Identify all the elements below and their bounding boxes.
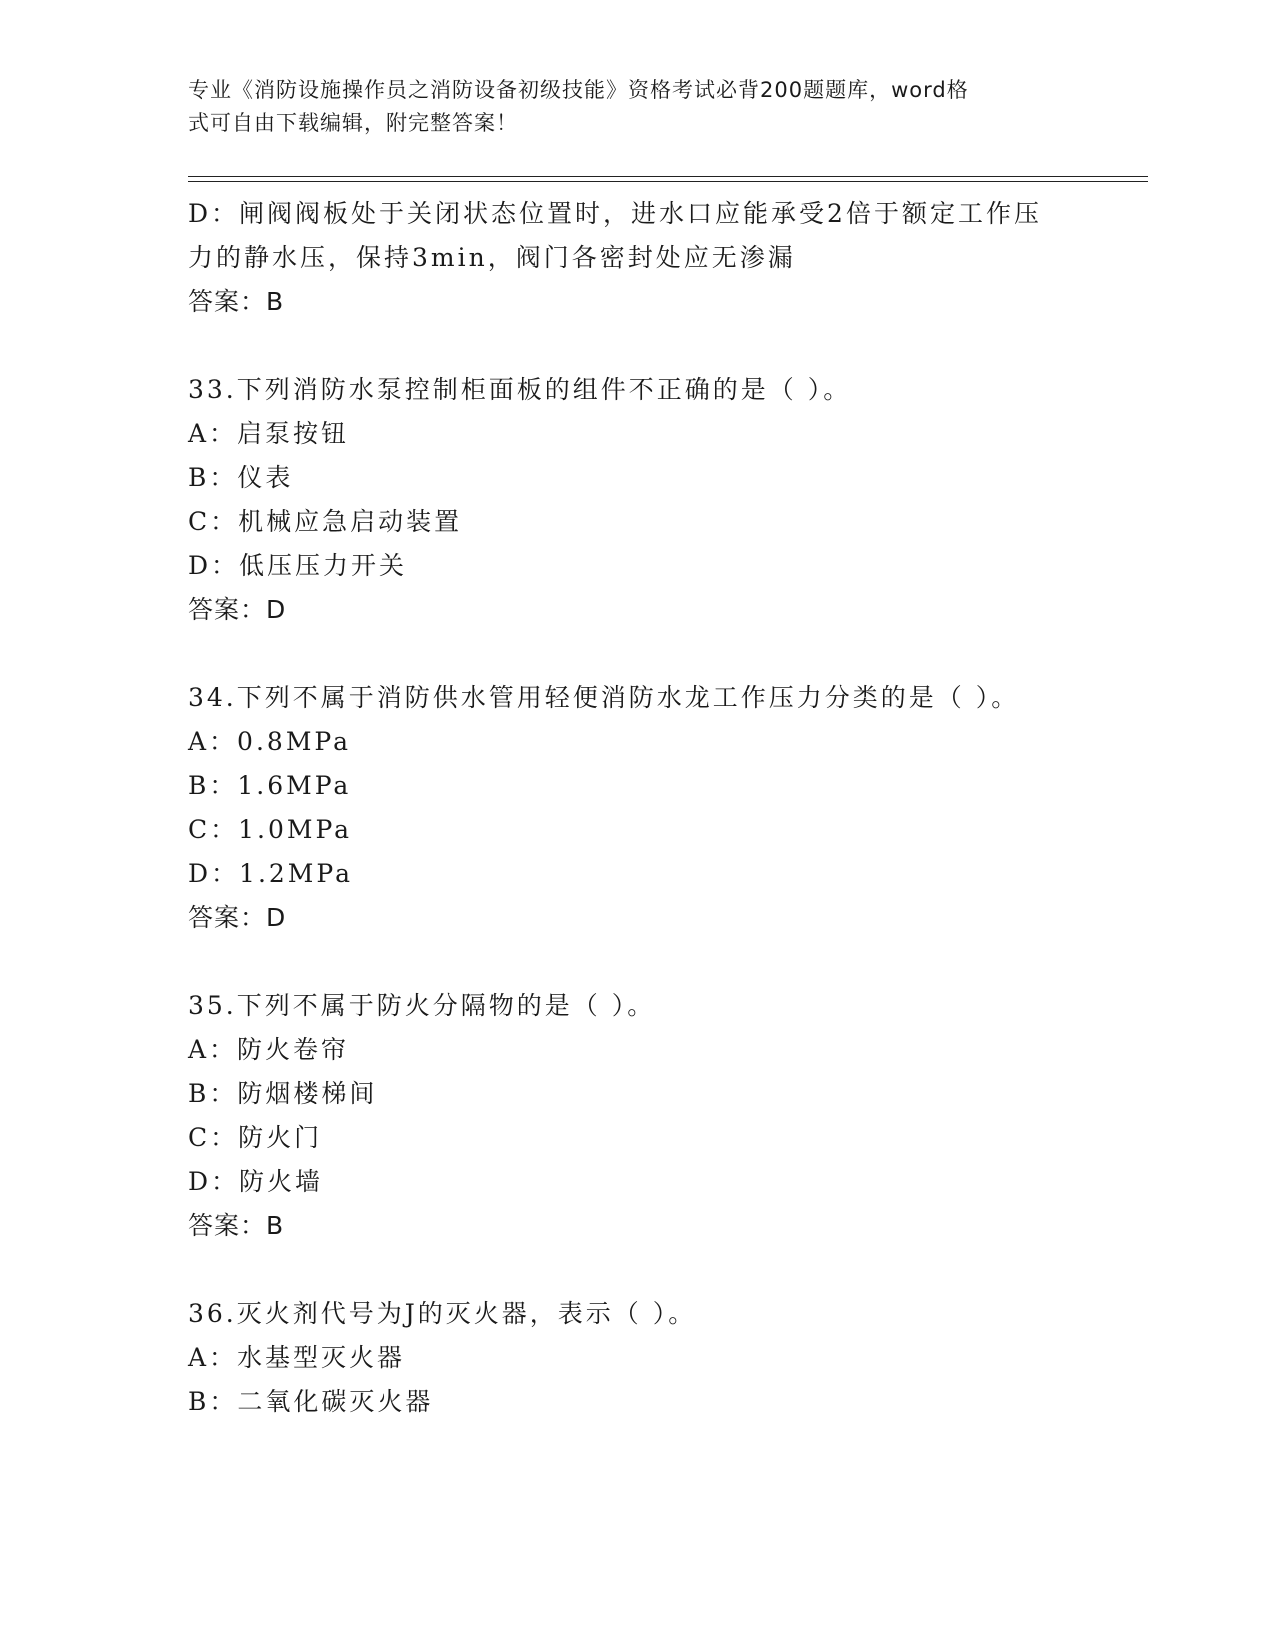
header-divider-top [188,176,1148,177]
option-c: C：1.0MPa [188,815,353,844]
question-35 [188,984,1088,1248]
option-b: B：仪表 [188,463,294,492]
question-stem: 36.灭火剂代号为J的灭火器，表示（ ）。 [188,1299,697,1328]
question-33 [188,368,1088,632]
spacer [188,940,1088,984]
carryover-block [188,192,1088,324]
document-header [188,74,1068,140]
question-stem: 33.下列消防水泵控制柜面板的组件不正确的是（ ）。 [188,375,852,404]
option-c: C：防火门 [188,1123,323,1152]
question-stem: 35.下列不属于防火分隔物的是（ ）。 [188,991,656,1020]
option-a: A：防火卷帘 [188,1035,350,1064]
option-b: B：二氧化碳灭火器 [188,1387,434,1416]
option-d: D：1.2MPa [188,859,354,888]
spacer [188,324,1088,368]
spacer [188,1248,1088,1292]
answer-line: 答案：D [188,903,287,932]
answer-line: 答案：B [188,287,285,316]
option-d: D：低压压力开关 [188,551,408,580]
option-d-line-2: 力的静水压，保持3min，阀门各密封处应无渗漏 [188,243,796,272]
question-34 [188,676,1088,940]
answer-line: 答案：B [188,1211,285,1240]
header-line-1: 专业《消防设施操作员之消防设备初级技能》资格考试必背200题题库，word格 [188,78,969,102]
option-c: C：机械应急启动装置 [188,507,463,536]
header-divider-bottom [188,181,1148,182]
option-b: B：1.6MPa [188,771,352,800]
option-b: B：防烟楼梯间 [188,1079,378,1108]
answer-line: 答案：D [188,595,287,624]
option-d: D：防火墙 [188,1167,324,1196]
option-a: A：水基型灭火器 [188,1343,406,1372]
option-a: A：启泵按钮 [188,419,350,448]
header-line-2: 式可自由下载编辑，附完整答案！ [188,111,518,135]
question-content [188,192,1088,1424]
question-36 [188,1292,1088,1424]
spacer [188,632,1088,676]
option-d-line-1: D：闸阀阀板处于关闭状态位置时，进水口应能承受2倍于额定工作压 [188,199,1042,228]
question-stem: 34.下列不属于消防供水管用轻便消防水龙工作压力分类的是（ ）。 [188,683,1020,712]
option-a: A：0.8MPa [188,727,352,756]
